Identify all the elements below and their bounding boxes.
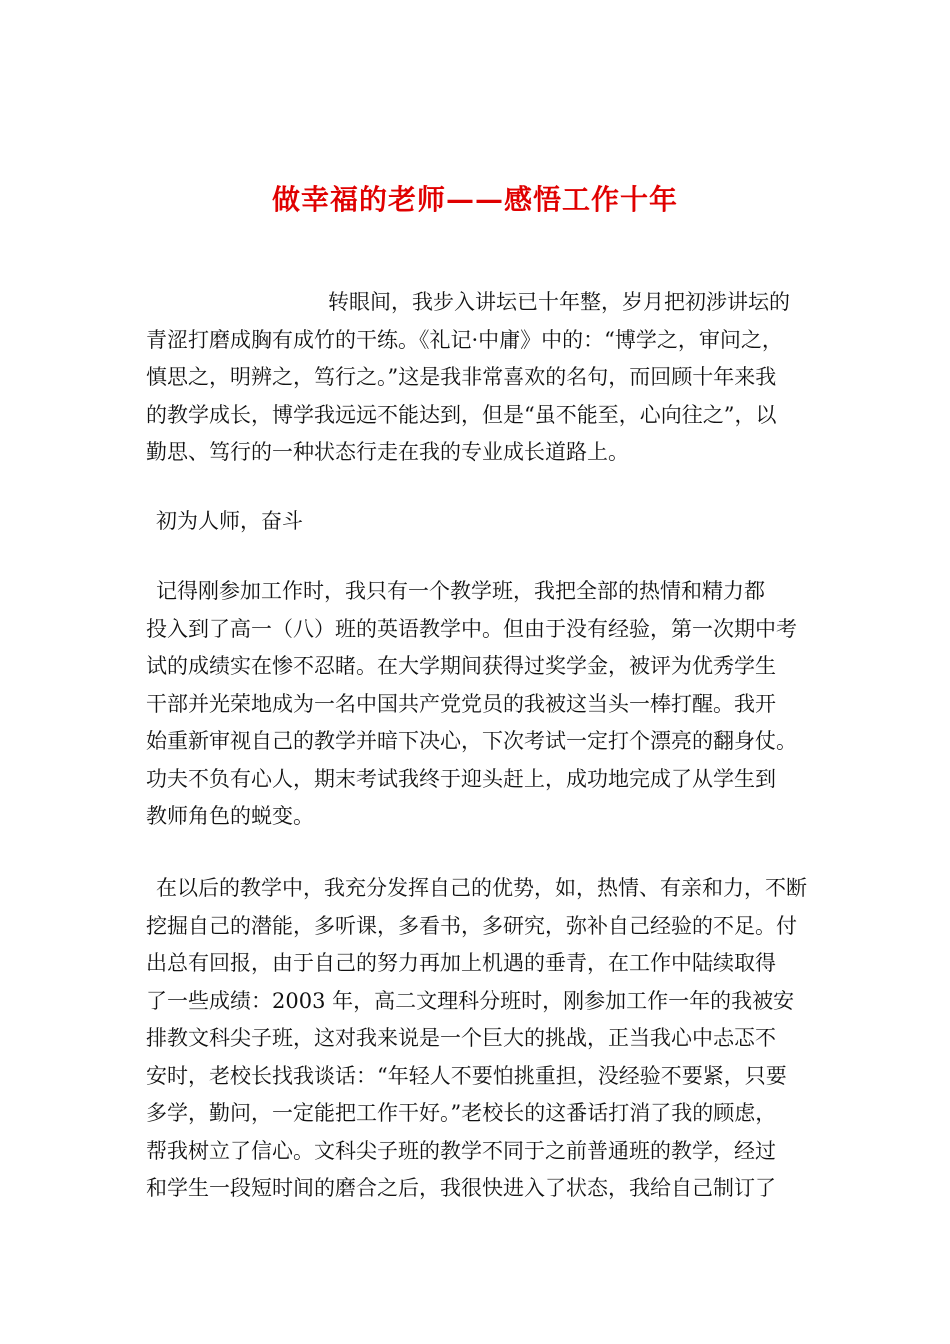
text-line: 青涩打磨成胸有成竹的干练。《礼记·中庸》中的：“博学之，审问之， bbox=[146, 327, 783, 352]
text-line: 始重新审视自己的教学并暗下决心，下次考试一定打个漂亮的翻身仗。 bbox=[146, 729, 797, 753]
text-line: 投入到了高一（八）班的英语教学中。但由于没有经验，第一次期中考 bbox=[146, 616, 797, 641]
text-line: 勤思、笃行的一种状态行走在我的专业成长道路上。 bbox=[146, 440, 629, 464]
paragraph-first-year bbox=[146, 573, 814, 836]
text-line: 功夫不负有心人，期末考试我终于迎头赶上，成功地完成了从学生到 bbox=[146, 766, 776, 791]
text-line: 教师角色的蜕变。 bbox=[146, 804, 314, 828]
text-line: 在以后的教学中，我充分发挥自己的优势，如，热情、有亲和力，不断 bbox=[156, 876, 807, 900]
paragraph-intro bbox=[146, 284, 814, 472]
section-heading-text: 初为人师，奋斗 bbox=[156, 509, 303, 533]
text-line: 和学生一段短时间的磨合之后，我很快进入了状态，我给自己制订了 bbox=[146, 1176, 776, 1200]
text-line: 挖掘自己的潜能，多听课，多看书，多研究，弥补自己经验的不足。付 bbox=[146, 913, 797, 938]
text-line: 安时，老校长找我谈话：“年轻人不要怕挑重担，没经验不要紧，只要 bbox=[146, 1063, 787, 1088]
text-line: 试的成绩实在惨不忍睹。在大学期间获得过奖学金，被评为优秀学生 bbox=[146, 654, 776, 678]
text-line: 记得刚参加工作时，我只有一个教学班，我把全部的热情和精力都 bbox=[156, 579, 765, 603]
text-line: 了一些成绩：2003 年，高二文理科分班时，刚参加工作一年的我被安 bbox=[146, 988, 795, 1013]
text-line: 转眼间，我步入讲坛已十年整，岁月把初涉讲坛的 bbox=[328, 290, 790, 314]
text-line: 的教学成长，博学我远远不能达到，但是“虽不能至，心向往之”，以 bbox=[146, 402, 777, 427]
text-line: 多学，勤问，一定能把工作干好。”老校长的这番话打消了我的顾虑， bbox=[146, 1101, 777, 1125]
section-heading bbox=[146, 503, 814, 541]
paragraph-later-teaching bbox=[146, 870, 814, 1208]
page-title: 做幸福的老师——感悟工作十年 bbox=[271, 183, 678, 216]
text-line: 干部并光荣地成为一名中国共产党党员的我被这当头一棒打醒。我开 bbox=[146, 691, 776, 716]
text-line: 出总有回报，由于自己的努力再加上机遇的垂青，在工作中陆续取得 bbox=[146, 951, 776, 975]
text-line: 帮我树立了信心。文科尖子班的教学不同于之前普通班的教学，经过 bbox=[146, 1138, 776, 1163]
text-line: 排教文科尖子班，这对我来说是一个巨大的挑战，正当我心中忐忑不 bbox=[146, 1026, 776, 1050]
text-line: 慎思之，明辨之，笃行之。”这是我非常喜欢的名句，而回顾十年来我 bbox=[146, 365, 777, 389]
